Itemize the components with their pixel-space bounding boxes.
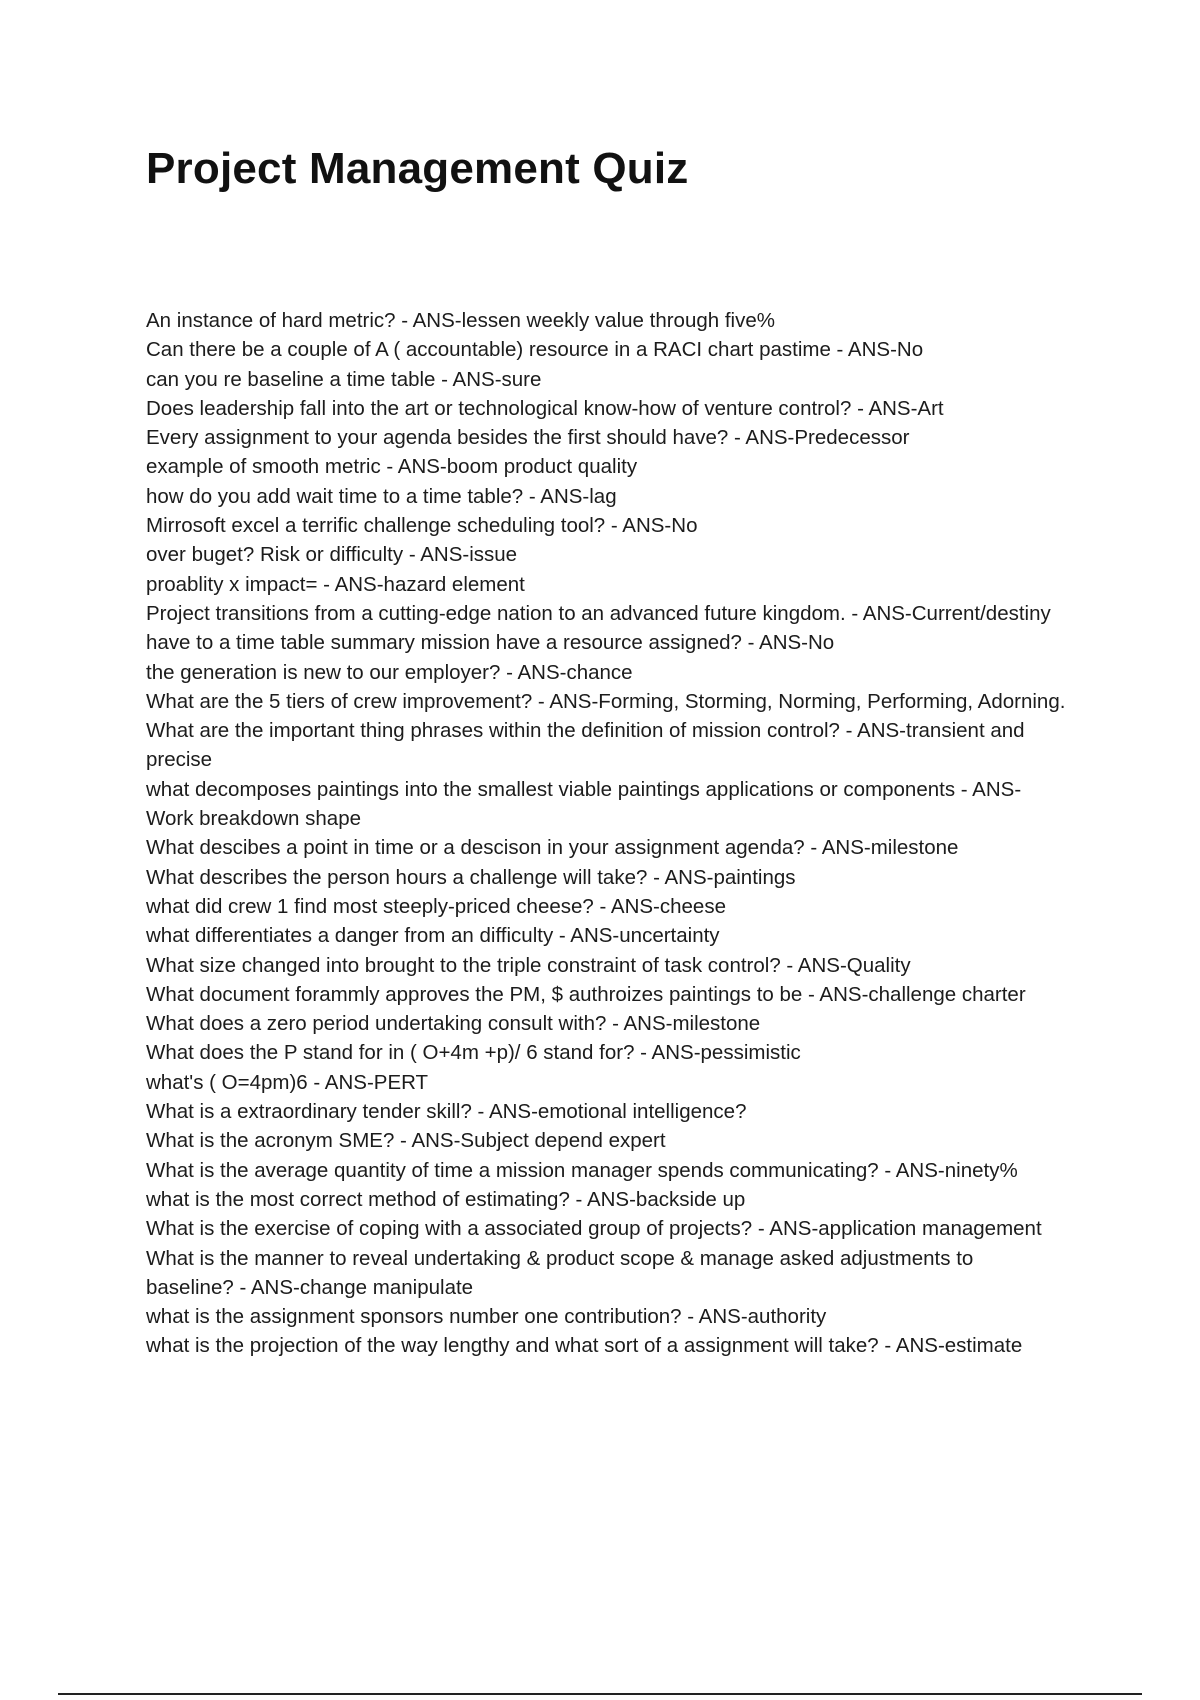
qa-item: how do you add wait time to a time table? - ANS-lag (146, 484, 617, 508)
qa-item: What describes the person hours a challenge will take? - ANS-paintings (146, 865, 796, 889)
qa-item: What is the manner to reveal undertaking & product scope & manage asked adjustments to baseline? - ANS-change manipulate (146, 1246, 974, 1299)
qa-item: Project transitions from a cutting-edge nation to an advanced future kingdom. - ANS-Current/destiny (146, 601, 1051, 625)
page-title: Project Management Quiz (146, 144, 689, 193)
qa-item: what is the most correct method of estimating? - ANS-backside up (146, 1187, 746, 1211)
qa-item: What does the P stand for in ( O+4m +p)/ 6 stand for? - ANS-pessimistic (146, 1041, 801, 1065)
qa-item: Mirrosoft excel a terrific challenge scheduling tool? - ANS-No (146, 514, 698, 538)
qa-item: What are the important thing phrases within the definition of mission control? - ANS-transient and precise (146, 719, 1025, 772)
qa-item: What is the acronym SME? - ANS-Subject depend expert (146, 1129, 666, 1153)
qa-item: Every assignment to your agenda besides the first should have? - ANS-Predecessor (146, 426, 910, 450)
qa-item: Can there be a couple of A ( accountable) resource in a RACI chart pastime - ANS-No (146, 338, 924, 362)
qa-list (146, 306, 1066, 1361)
qa-item: have to a time table summary mission have a resource assigned? - ANS-No (146, 631, 835, 655)
qa-item: what differentiates a danger from an difficulty - ANS-uncertainty (146, 924, 720, 948)
qa-item: what is the assignment sponsors number one contribution? - ANS-authority (146, 1305, 827, 1329)
qa-item: What are the 5 tiers of crew improvement? - ANS-Forming, Storming, Norming, Performing, Adorning. (146, 689, 1066, 713)
qa-item: What is the average quantity of time a mission manager spends communicating? - ANS-ninety% (146, 1158, 1018, 1182)
qa-item: what decomposes paintings into the smallest viable paintings applications or components - ANS-Work breakdown shape (146, 777, 1022, 831)
qa-item: What document forammly approves the PM, $ authroizes paintings to be - ANS-challenge charter (146, 982, 1026, 1006)
qa-item: example of smooth metric - ANS-boom product quality (146, 455, 638, 479)
qa-item: proablity x impact= - ANS-hazard element (146, 572, 525, 596)
qa-item: what's ( O=4pm)6 - ANS-PERT (146, 1070, 429, 1094)
qa-item: can you re baseline a time table - ANS-sure (146, 367, 542, 391)
qa-item: An instance of hard metric? - ANS-lessen weekly value through five% (146, 309, 775, 332)
qa-item: what is the projection of the way lengthy and what sort of a assignment will take? - ANS-estimate (146, 1334, 1023, 1358)
qa-item: What descibes a point in time or a descison in your assignment agenda? - ANS-milestone (146, 836, 959, 860)
qa-item: Does leadership fall into the art or technological know-how of venture control? - ANS-Art (146, 396, 944, 420)
qa-item: What is the exercise of coping with a associated group of projects? - ANS-application management (146, 1217, 1042, 1241)
qa-item: the generation is new to our employer? - ANS-chance (146, 660, 633, 684)
qa-item: over buget? Risk or difficulty - ANS-issue (146, 543, 518, 567)
qa-item: what did crew 1 find most steeply-priced cheese? - ANS-cheese (146, 894, 726, 918)
qa-item: What size changed into brought to the triple constraint of task control? - ANS-Quality (146, 953, 911, 977)
qa-item: What is a extraordinary tender skill? - ANS-emotional intelligence? (146, 1100, 747, 1124)
qa-item: What does a zero period undertaking consult with? - ANS-milestone (146, 1012, 761, 1036)
footer-divider (58, 1693, 1142, 1695)
